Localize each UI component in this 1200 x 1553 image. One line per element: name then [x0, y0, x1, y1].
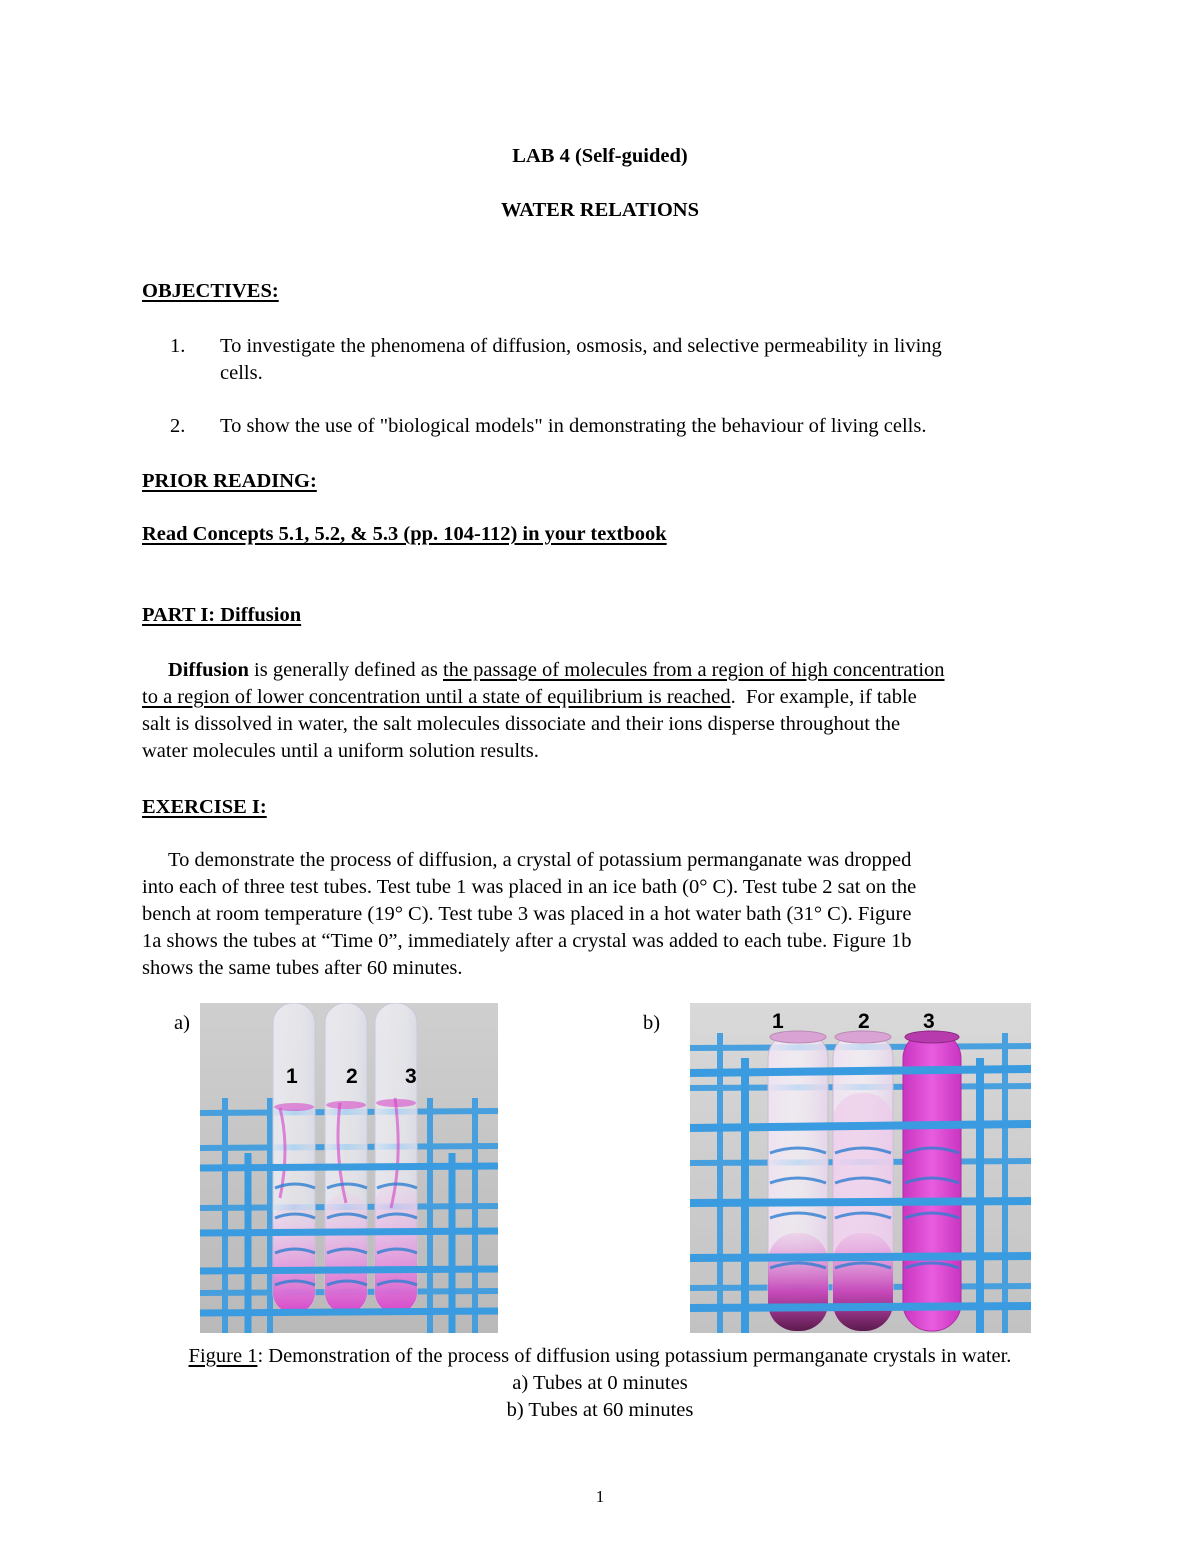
exercise1-heading: EXERCISE I:	[142, 796, 267, 818]
paragraph-line: into each of three test tubes. Test tube 1 was placed in an ice bath (0° C). Test tube 2 sat on the	[142, 876, 917, 898]
definition-underlined: the passage of molecules from a region of high concentration	[443, 659, 945, 681]
tube-label: 3	[405, 1065, 417, 1088]
tube-label: 1	[286, 1065, 298, 1088]
diffusion-definition-line	[142, 686, 917, 709]
part1-heading: PART I: Diffusion	[142, 604, 302, 626]
definition-lead: is generally defined as	[248, 659, 443, 681]
objective-text-cont: cells.	[220, 362, 263, 384]
definition-trail: . For example, if table	[730, 686, 917, 708]
objective-number: 1.	[170, 335, 186, 357]
paragraph-line: shows the same tubes after 60 minutes.	[142, 957, 463, 979]
tube-label: 1	[772, 1010, 784, 1033]
caption-panel-a: a) Tubes at 0 minutes	[512, 1372, 688, 1394]
photo-tubes-60-minutes	[690, 1003, 1031, 1333]
lab-title: LAB 4 (Self-guided)	[512, 145, 688, 167]
photo-tubes-0-minutes	[200, 1003, 498, 1333]
page-number: 1	[595, 1487, 605, 1506]
prior-reading-heading: PRIOR READING:	[142, 470, 317, 492]
reading-assignment: Read Concepts 5.1, 5.2, & 5.3 (pp. 104-112) in your textbook	[142, 523, 667, 545]
figure-caption	[0, 1345, 1200, 1368]
caption-panel-b: b) Tubes at 60 minutes	[506, 1399, 694, 1421]
paragraph-line: To demonstrate the process of diffusion, a crystal of potassium permanganate was dropped	[168, 849, 912, 871]
objective-text: To investigate the phenomena of diffusion, osmosis, and selective permeability in living	[220, 335, 942, 357]
panel-a-label: a)	[174, 1012, 190, 1034]
figure-caption-text: : Demonstration of the process of diffusion using potassium permanganate crystals in water.	[257, 1345, 1012, 1367]
paragraph-line: salt is dissolved in water, the salt molecules dissociate and their ions disperse throughout the	[142, 713, 901, 735]
tube-label: 2	[858, 1010, 870, 1033]
diffusion-term: Diffusion	[168, 659, 249, 681]
diffusion-definition-line	[168, 659, 945, 682]
paragraph-line: water molecules until a uniform solution results.	[142, 740, 539, 762]
figure-label: Figure 1	[188, 1345, 258, 1367]
objectives-heading: OBJECTIVES:	[142, 280, 279, 302]
paragraph-line: bench at room temperature (19° C). Test tube 3 was placed in a hot water bath (31° C). Figure	[142, 903, 912, 925]
tube-label: 3	[923, 1010, 935, 1033]
objective-text: To show the use of "biological models" in demonstrating the behaviour of living cells.	[220, 415, 927, 437]
subject-title: WATER RELATIONS	[500, 199, 700, 221]
objective-number: 2.	[170, 415, 186, 437]
definition-underlined: to a region of lower concentration until a state of equilibrium is reached	[142, 686, 731, 708]
panel-b-label: b)	[643, 1012, 661, 1034]
paragraph-line: 1a shows the tubes at “Time 0”, immediately after a crystal was added to each tube. Figure 1b	[142, 930, 912, 952]
tube-label: 2	[346, 1065, 358, 1088]
